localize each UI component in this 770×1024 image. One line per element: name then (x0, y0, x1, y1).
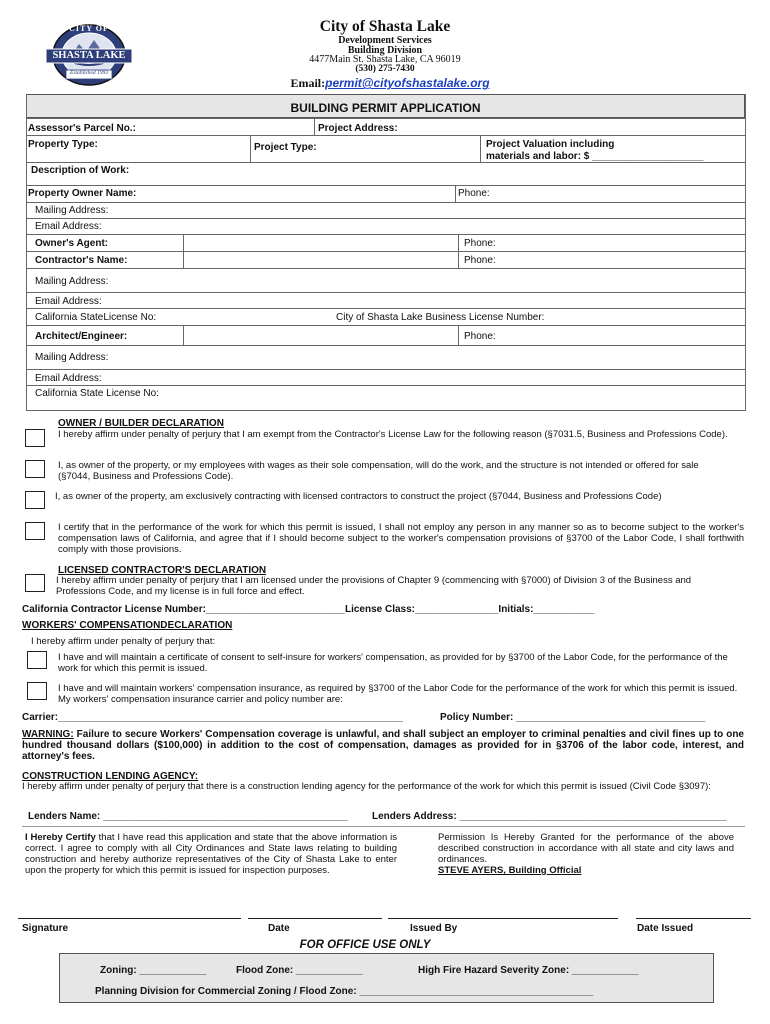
project-type-field[interactable]: Project Type: (254, 142, 317, 153)
division-name: Building Division (347, 45, 423, 56)
warning-label: WARNING: (22, 729, 74, 740)
owner-builder-checkbox-1[interactable] (25, 429, 45, 447)
architect-mailing-field[interactable]: Mailing Address: (35, 352, 109, 363)
planning-division-field[interactable]: Planning Division for Commercial Zoning / Flood Zone: __________________________________________ (95, 986, 594, 997)
owner-builder-p3: I, as owner of the property, am exclusively contracting with licensed contractors to construct the project (§7044, Business and Professions Code) (55, 491, 662, 502)
permission-text: Permission Is Hereby Granted for the performance of the above described construction in accordance with all state and city laws and ordinances. (438, 832, 734, 865)
description-field[interactable]: Description of Work: (31, 165, 130, 176)
workers-p2: I have and will maintain workers' compensation insurance, as required by §3700 of the Labor Code for the performance of the work for which this permit is issued. My workers' compensation insurance carrier and policy number are: (58, 683, 738, 705)
workers-intro: I hereby affirm under penalty of perjury that: (31, 636, 216, 647)
warning-text (22, 729, 744, 762)
logo-top-text: CITY OF (69, 24, 109, 33)
owner-builder-checkbox-2[interactable] (25, 460, 45, 478)
lenders-name-field[interactable]: Lenders Name: ____________________________________________ (28, 811, 348, 822)
owner-phone-field[interactable]: Phone: (458, 188, 490, 199)
zoning-field[interactable]: Zoning: ____________ (100, 965, 207, 976)
valuation-field[interactable]: materials and labor: $ ____________________ (486, 151, 704, 162)
email-link[interactable]: permit@cityofshastalake.org (325, 76, 490, 90)
city-seal-logo (44, 22, 134, 88)
architect-email-field[interactable]: Email Address: (35, 373, 102, 384)
architect-field[interactable]: Architect/Engineer: (35, 331, 128, 342)
policy-number-field[interactable]: Policy Number: __________________________________ (440, 712, 706, 723)
logo-main-text: SHASTA LAKE (52, 50, 126, 61)
date-issued-label: Date Issued (637, 923, 694, 934)
warning-body: Failure to secure Workers' Compensation coverage is unlawful, and shall subject an employer to criminal penalties and civil fines up to one hundred thousand dollars ($100,000) in addition to the cost of compensation, damages as provided for in §3706 of the labor code, interest, and attorney's fees. (22, 729, 744, 762)
architect-license-field[interactable]: California State License No: (35, 388, 159, 399)
email-line (240, 76, 540, 91)
certify-body: that I have read this application and state that the above information is correct. I agree to comply with all City Ordinances and State laws relating to building construction and hereby authorize representatives of the City of Shasta Lake to enter upon the property for which this permit is issued for inspection purposes. (25, 832, 397, 876)
date-label: Date (268, 923, 290, 934)
contractor-name-field[interactable]: Contractor's Name: (35, 255, 128, 266)
owners-agent-field[interactable]: Owner's Agent: (35, 238, 109, 249)
city-license-field[interactable]: City of Shasta Lake Business License Number: (336, 312, 545, 323)
workers-p1: I have and will maintain a certificate of consent to self-insure for workers' compensation, as provided for by §3700 of the Labor Code, for the performance of the work for which this permit is issued. (58, 652, 728, 674)
workers-heading: WORKERS' COMPENSATIONDECLARATION (22, 620, 233, 631)
owner-builder-p1: I hereby affirm under penalty of perjury that I am exempt from the Contractor's License Law for the following reason (§7031.5, Business and Professions Code). (58, 429, 728, 440)
building-official: STEVE AYERS, Building Official (438, 865, 582, 876)
ca-license-field[interactable]: California StateLicense No: (35, 312, 157, 323)
owner-builder-p2: I, as owner of the property, or my employees with wages as their sole compensation, will do the work, and the structure is not intended or offered for sale (§7044, Business and Professions Code). (58, 460, 699, 482)
issued-by-label: Issued By (410, 923, 458, 934)
owner-builder-heading: OWNER / BUILDER DECLARATION (58, 418, 224, 429)
agent-phone-field[interactable]: Phone: (464, 238, 496, 249)
logo-established-text: Established 1993 (69, 70, 109, 76)
certify-bold: I Hereby Certify (25, 832, 96, 843)
architect-phone-field[interactable]: Phone: (464, 331, 496, 342)
owner-name-field[interactable]: Property Owner Name: (28, 188, 137, 199)
owner-mailing-field[interactable]: Mailing Address: (35, 205, 109, 216)
lending-p1: I hereby affirm under penalty of perjury that there is a construction lending agency for the performance of the work for which this permit is issued (Civil Code §3097): (22, 781, 711, 792)
project-address-field[interactable]: Project Address: (318, 123, 398, 134)
lenders-address-field[interactable]: Lenders Address: ________________________________________________ (372, 811, 727, 822)
valuation-label-1: Project Valuation including (486, 139, 615, 150)
flood-zone-field[interactable]: Flood Zone: ____________ (236, 965, 363, 976)
owner-builder-p4: I certify that in the performance of the work for which this permit is issued, I shall not employ any person in any manner so as to become subject to the worker's compensation laws of California, and agree that if I should become subject to the worker's compensation provisions of §3700 of the Labor Code, I shall forthwith comply with those provisions. (58, 522, 744, 555)
lending-heading: CONSTRUCTION LENDING AGENCY: (22, 771, 199, 782)
property-type-field[interactable]: Property Type: (28, 139, 98, 150)
fire-hazard-field[interactable]: High Fire Hazard Severity Zone: ____________ (418, 965, 639, 976)
owner-email-field[interactable]: Email Address: (35, 221, 102, 232)
licensed-p1: I hereby affirm under penalty of perjury that I am licensed under the provisions of Chapter 9 (commencing with §7000) of Division 3 of the Business and Professions Code, and my license is in full force and effect. (56, 575, 692, 597)
owner-builder-checkbox-3[interactable] (25, 491, 45, 509)
city-title: City of Shasta Lake (319, 18, 451, 35)
assessor-field[interactable]: Assessor's Parcel No.: (28, 123, 136, 134)
signature-label: Signature (22, 923, 69, 934)
certify-text (25, 832, 397, 876)
city-phone: (530) 275-7430 (355, 64, 415, 74)
workers-checkbox-1[interactable] (27, 651, 47, 669)
license-number-line[interactable]: California Contractor License Number:_________________________License Class:_______________Initials:___________ (22, 604, 595, 615)
workers-checkbox-2[interactable] (27, 682, 47, 700)
city-address: 4477Main St. Shasta Lake, CA 96019 (309, 54, 461, 65)
email-label: Email: (290, 76, 326, 90)
dept-name: Development Services (338, 35, 432, 46)
owner-builder-checkbox-4[interactable] (25, 522, 45, 540)
contractor-email-field[interactable]: Email Address: (35, 296, 102, 307)
office-use-heading: FOR OFFICE USE ONLY (299, 939, 431, 951)
contractor-mailing-field[interactable]: Mailing Address: (35, 276, 109, 287)
contractor-phone-field[interactable]: Phone: (464, 255, 496, 266)
licensed-checkbox[interactable] (25, 574, 45, 592)
form-title: BUILDING PERMIT APPLICATION (290, 101, 481, 115)
licensed-heading: LICENSED CONTRACTOR'S DECLARATION (58, 565, 267, 576)
carrier-field[interactable]: Carrier:______________________________________________________________ (22, 712, 403, 723)
